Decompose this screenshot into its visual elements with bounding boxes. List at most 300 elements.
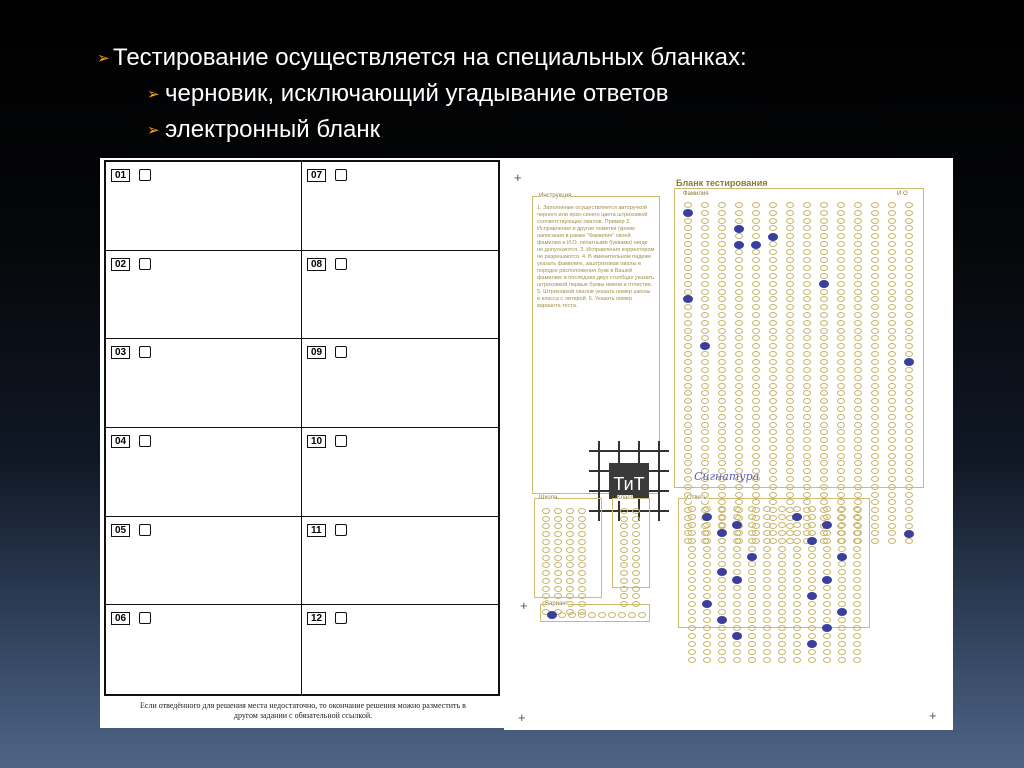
oval — [793, 601, 801, 607]
oval — [888, 414, 896, 420]
checkbox-icon — [335, 435, 347, 447]
oval — [688, 561, 696, 567]
oval — [763, 577, 771, 583]
oval — [905, 390, 913, 396]
oval — [888, 210, 896, 216]
oval — [808, 561, 816, 567]
oval — [778, 514, 786, 520]
oval — [769, 296, 777, 302]
oval — [718, 367, 726, 373]
oval — [763, 649, 771, 655]
oval — [703, 625, 711, 631]
oval — [808, 506, 816, 512]
oval — [688, 649, 696, 655]
oval — [769, 398, 777, 404]
oval — [554, 586, 562, 592]
oval — [769, 359, 777, 365]
oval — [542, 531, 550, 537]
oval — [684, 249, 692, 255]
oval — [763, 641, 771, 647]
oval — [888, 312, 896, 318]
oval — [905, 265, 913, 271]
oval — [786, 281, 794, 287]
oval — [701, 398, 709, 404]
oval — [733, 506, 741, 512]
oval — [778, 561, 786, 567]
oval — [748, 514, 756, 520]
oval — [735, 429, 743, 435]
oval — [853, 641, 861, 647]
oval — [748, 617, 756, 623]
oval — [854, 445, 862, 451]
oval — [542, 516, 550, 522]
oval — [718, 281, 726, 287]
task-number: 08 — [307, 258, 326, 271]
oval — [808, 569, 816, 575]
oval — [763, 657, 771, 663]
oval — [683, 209, 693, 217]
oval — [838, 601, 846, 607]
oval — [748, 522, 756, 528]
oval — [837, 453, 845, 459]
oval — [718, 296, 726, 302]
oval — [888, 492, 896, 498]
oval — [733, 514, 741, 520]
oval — [684, 304, 692, 310]
oval — [854, 320, 862, 326]
oval — [786, 218, 794, 224]
oval — [620, 547, 628, 553]
oval — [542, 570, 550, 576]
oval — [905, 398, 913, 404]
oval — [684, 281, 692, 287]
oval — [871, 468, 879, 474]
oval — [718, 437, 726, 443]
oval — [854, 398, 862, 404]
oval — [752, 202, 760, 208]
oval — [871, 383, 879, 389]
oval — [888, 249, 896, 255]
oval — [837, 375, 845, 381]
oval — [735, 437, 743, 443]
oval — [620, 523, 628, 529]
oval — [578, 516, 586, 522]
oval — [558, 612, 566, 618]
oval — [752, 398, 760, 404]
oval — [763, 617, 771, 623]
oval — [684, 351, 692, 357]
oval — [703, 617, 711, 623]
oval — [837, 202, 845, 208]
oval — [703, 530, 711, 536]
oval — [752, 265, 760, 271]
oval — [566, 555, 574, 561]
oval — [837, 437, 845, 443]
task-cell — [106, 517, 302, 606]
oval — [566, 586, 574, 592]
oval — [752, 273, 760, 279]
oval — [793, 553, 801, 559]
oval — [718, 304, 726, 310]
oval — [703, 546, 711, 552]
variant-box: Вариант — [540, 604, 650, 622]
oval — [905, 468, 913, 474]
oval — [718, 460, 726, 466]
oval — [786, 492, 794, 498]
oval — [769, 218, 777, 224]
oval — [763, 514, 771, 520]
oval — [718, 328, 726, 334]
oval — [701, 328, 709, 334]
oval — [735, 273, 743, 279]
oval — [718, 601, 726, 607]
oval — [701, 453, 709, 459]
instruction-text: 1. Заполнение осуществляется авторучкой черного или ярко-синего цвета штриховкой соответствующих овалов. Пример 2. Исправления и другие пометки (кроме написания в рамке "Фамилия" своей фамилии и И.О. печатными буквами) нигде не допускаются. 3. Исправления корректором не разрешаются. 4. В именительном падеже указать фамилию, заштриховав овалы в порядке расположения букв в Вашей фамилии; в последних двух столбцах указать штриховкой первые буквы имени и отчества. 5. Штриховкой овалов указать номер школы и класса с литерой. 6. Указать номер варианта теста. — [537, 205, 655, 309]
oval — [820, 304, 828, 310]
oval — [803, 375, 811, 381]
oval — [733, 561, 741, 567]
oval — [871, 265, 879, 271]
oval — [748, 546, 756, 552]
oval — [733, 641, 741, 647]
oval — [542, 547, 550, 553]
oval — [718, 210, 726, 216]
oval — [905, 499, 913, 505]
draft-footer-note: Если отведённого для решения места недостаточно, то окончание решения можно разместить в другом задании с обязательной ссылкой. — [140, 701, 466, 720]
task-cell — [302, 605, 498, 694]
task-number: 05 — [111, 524, 130, 537]
oval — [803, 367, 811, 373]
oval — [566, 593, 574, 599]
oval — [871, 296, 879, 302]
oval — [769, 241, 777, 247]
oval — [837, 445, 845, 451]
oval — [905, 249, 913, 255]
oval — [735, 210, 743, 216]
oval — [854, 265, 862, 271]
bullet-item: ➢ черновик, исключающий угадывание ответов — [95, 76, 747, 112]
oval — [718, 289, 726, 295]
oval — [786, 225, 794, 231]
oval — [684, 225, 692, 231]
oval — [871, 335, 879, 341]
oval — [554, 539, 562, 545]
oval — [769, 335, 777, 341]
oval — [854, 484, 862, 490]
oval — [752, 484, 760, 490]
oval — [823, 561, 831, 567]
oval — [786, 328, 794, 334]
oval — [871, 218, 879, 224]
oval — [905, 383, 913, 389]
oval — [786, 296, 794, 302]
oval — [837, 320, 845, 326]
oval — [837, 398, 845, 404]
oval — [778, 506, 786, 512]
oval — [752, 335, 760, 341]
oval — [853, 546, 861, 552]
oval — [871, 414, 879, 420]
oval — [752, 320, 760, 326]
oval — [752, 460, 760, 466]
oval — [701, 249, 709, 255]
oval — [905, 320, 913, 326]
oval — [684, 460, 692, 466]
oval — [820, 265, 828, 271]
oval — [871, 289, 879, 295]
oval — [769, 202, 777, 208]
oval — [700, 342, 710, 350]
oval — [820, 218, 828, 224]
oval — [735, 328, 743, 334]
oval — [778, 609, 786, 615]
oval — [854, 249, 862, 255]
oval — [854, 233, 862, 239]
checkbox-icon — [335, 169, 347, 181]
oval — [820, 328, 828, 334]
oval — [838, 649, 846, 655]
oval — [905, 225, 913, 231]
oval — [838, 657, 846, 663]
oval — [547, 611, 557, 619]
oval — [554, 593, 562, 599]
oval — [823, 538, 831, 544]
oval — [684, 202, 692, 208]
oval — [871, 257, 879, 263]
oval — [803, 406, 811, 412]
oval — [803, 453, 811, 459]
oval — [905, 375, 913, 381]
oval — [778, 546, 786, 552]
oval — [820, 343, 828, 349]
oval — [905, 257, 913, 263]
oval — [732, 576, 742, 584]
oval — [838, 625, 846, 631]
oval — [820, 492, 828, 498]
oval — [820, 335, 828, 341]
oval — [838, 569, 846, 575]
oval — [769, 225, 777, 231]
school-oval-grid — [541, 507, 589, 616]
oval — [888, 273, 896, 279]
oval — [808, 609, 816, 615]
oval — [905, 515, 913, 521]
answer-sheet-image — [504, 158, 953, 730]
oval — [735, 281, 743, 287]
oval — [854, 422, 862, 428]
oval — [837, 484, 845, 490]
oval — [786, 367, 794, 373]
oval — [632, 570, 640, 576]
oval — [786, 476, 794, 482]
oval — [837, 218, 845, 224]
oval — [684, 289, 692, 295]
oval — [888, 304, 896, 310]
oval — [820, 476, 828, 482]
oval — [871, 429, 879, 435]
oval — [718, 225, 726, 231]
checkbox-icon — [139, 346, 151, 358]
oval — [717, 529, 727, 537]
oval — [701, 406, 709, 412]
oval — [786, 335, 794, 341]
oval — [793, 561, 801, 567]
oval — [778, 553, 786, 559]
oval — [793, 649, 801, 655]
oval — [733, 609, 741, 615]
oval — [820, 437, 828, 443]
oval — [778, 617, 786, 623]
oval — [837, 296, 845, 302]
oval — [853, 530, 861, 536]
oval — [808, 514, 816, 520]
oval — [748, 609, 756, 615]
oval — [905, 445, 913, 451]
oval — [820, 375, 828, 381]
oval — [838, 506, 846, 512]
oval — [763, 609, 771, 615]
oval — [684, 383, 692, 389]
oval — [735, 312, 743, 318]
oval — [820, 351, 828, 357]
oval — [808, 617, 816, 623]
oval — [688, 514, 696, 520]
oval — [786, 437, 794, 443]
task-cell — [106, 428, 302, 517]
oval — [703, 585, 711, 591]
oval — [854, 460, 862, 466]
oval — [786, 202, 794, 208]
oval — [718, 335, 726, 341]
blank-title: Бланк тестирования — [676, 178, 768, 188]
oval — [752, 375, 760, 381]
oval — [703, 609, 711, 615]
oval — [735, 289, 743, 295]
oval — [823, 609, 831, 615]
oval — [752, 390, 760, 396]
oval — [688, 577, 696, 583]
oval — [733, 538, 741, 544]
oval — [786, 406, 794, 412]
oval — [786, 241, 794, 247]
oval — [888, 281, 896, 287]
oval — [578, 570, 586, 576]
oval — [888, 375, 896, 381]
oval — [701, 367, 709, 373]
oval — [542, 562, 550, 568]
oval — [684, 453, 692, 459]
oval — [838, 593, 846, 599]
oval — [733, 585, 741, 591]
oval — [769, 375, 777, 381]
oval — [718, 593, 726, 599]
oval — [735, 296, 743, 302]
oval — [854, 304, 862, 310]
oval — [752, 296, 760, 302]
oval — [688, 546, 696, 552]
task-cell — [302, 428, 498, 517]
oval — [632, 539, 640, 545]
oval — [763, 553, 771, 559]
oval — [888, 476, 896, 482]
oval — [718, 241, 726, 247]
oval — [838, 585, 846, 591]
oval — [628, 612, 636, 618]
oval — [578, 547, 586, 553]
oval — [684, 241, 692, 247]
oval — [688, 538, 696, 544]
oval — [871, 233, 879, 239]
oval — [888, 530, 896, 536]
task-number: 03 — [111, 346, 130, 359]
oval — [735, 257, 743, 263]
oval — [688, 641, 696, 647]
oval — [718, 538, 726, 544]
oval — [888, 241, 896, 247]
oval — [820, 367, 828, 373]
oval — [718, 609, 726, 615]
oval — [701, 304, 709, 310]
oval — [701, 383, 709, 389]
oval — [905, 484, 913, 490]
oval — [733, 617, 741, 623]
oval — [620, 578, 628, 584]
oval — [820, 320, 828, 326]
oval — [803, 398, 811, 404]
checkbox-icon — [335, 258, 347, 270]
oval — [888, 383, 896, 389]
oval — [684, 375, 692, 381]
oval — [808, 530, 816, 536]
oval — [808, 546, 816, 552]
oval — [803, 289, 811, 295]
oval — [735, 233, 743, 239]
oval — [871, 499, 879, 505]
oval — [838, 530, 846, 536]
oval — [871, 460, 879, 466]
oval — [820, 241, 828, 247]
oval — [854, 351, 862, 357]
oval — [718, 522, 726, 528]
oval — [823, 641, 831, 647]
oval — [752, 304, 760, 310]
oval — [608, 612, 616, 618]
oval — [853, 577, 861, 583]
oval — [568, 612, 576, 618]
oval — [701, 241, 709, 247]
oval — [588, 612, 596, 618]
oval — [822, 521, 832, 529]
oval — [808, 577, 816, 583]
oval — [763, 625, 771, 631]
oval — [763, 530, 771, 536]
answers-box: Ответы — [678, 498, 870, 628]
oval — [854, 468, 862, 474]
oval — [735, 320, 743, 326]
oval — [703, 553, 711, 559]
oval — [684, 343, 692, 349]
oval — [786, 343, 794, 349]
oval — [769, 289, 777, 295]
oval — [853, 553, 861, 559]
oval — [718, 273, 726, 279]
oval — [752, 225, 760, 231]
oval — [735, 492, 743, 498]
oval — [803, 335, 811, 341]
oval — [803, 233, 811, 239]
oval — [703, 538, 711, 544]
oval — [807, 537, 817, 545]
